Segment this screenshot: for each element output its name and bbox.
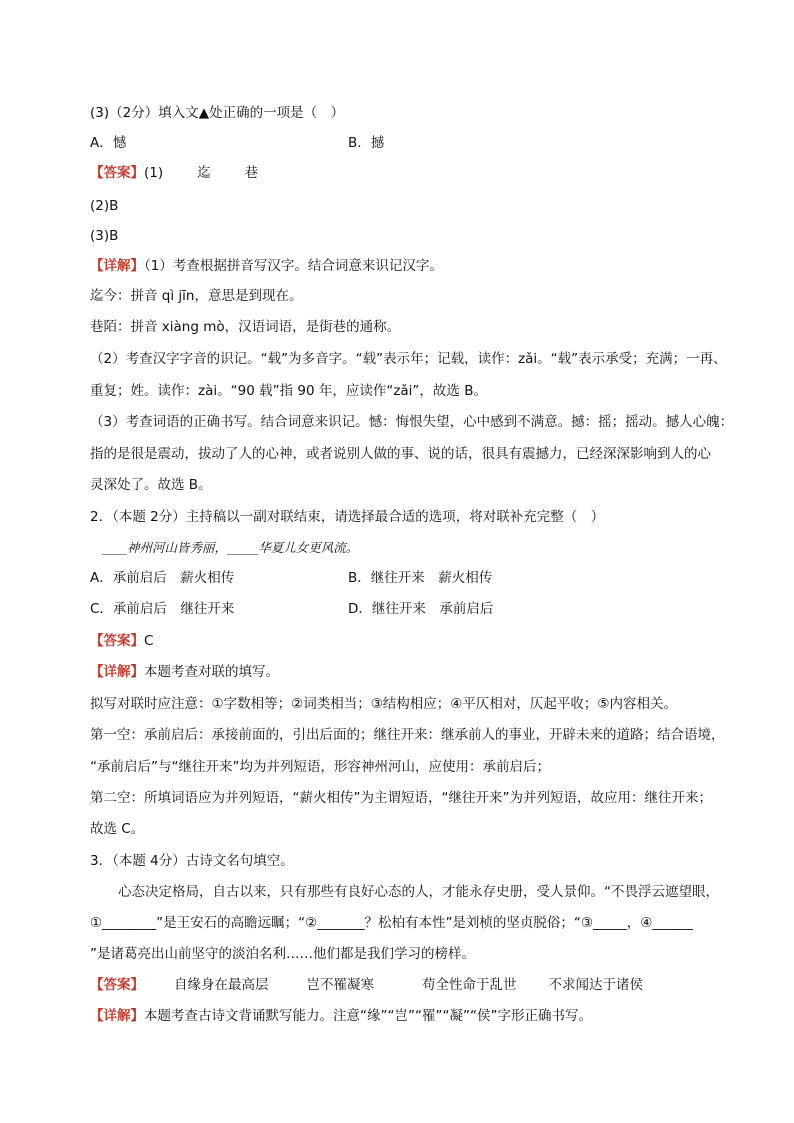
detail-label: 【详解】	[90, 664, 144, 680]
answer-3: 苟全性命于乱世	[422, 977, 517, 993]
q2-detail-line5: 第二空：所填词语应为并列短语，“薪火相传”为主谓短语，“继往开来”为并列短语，故应用：继往开来；	[90, 790, 712, 806]
q3-passage-line3: ”是诸葛亮出山前坚守的淡泊名利……他们都是我们学习的榜样。	[90, 946, 475, 962]
q3-passage-line2: ①________”是王安石的高瞻远瞩；“②_______？松柏有本性”是刘桢的坚贞脱俗；“③_____，④______	[90, 915, 693, 931]
q2-detail-line6: 故选 C。	[90, 821, 145, 837]
detail-label: 【详解】	[90, 1008, 144, 1024]
q3-answer	[90, 976, 643, 994]
q1-detail-line6: （3）考查词语的正确书写。结合词意来识记。憾：悔恨失望，心中感到不满意。撼：摇；摇动。撼人心魄：	[90, 414, 734, 430]
q3-detail-line1: 【详解】本题考查古诗文背诵默写能力。注意“缘”“岂”“罹”“凝”“侯”字形正确书写。	[90, 1008, 592, 1024]
answer-1: 自缘身在最高层	[174, 977, 269, 993]
answer-label: 【答案】	[90, 977, 144, 993]
q1-detail-line4: （2）考查汉字字音的识记。“载”为多音字。“载”表示年；记载，读作：zǎi。“载”表示承受；充满；一再、	[90, 351, 727, 367]
q1-option-b: B．撼	[348, 135, 385, 151]
answer-char-1: 迄	[197, 165, 211, 181]
q1-detail-line5: 重复；姓。读作：zài。“90 载”指 90 年，应读作“zǎi”，故选 B。	[90, 383, 487, 399]
q1-answer-line1	[90, 164, 258, 182]
q2-detail-line3: 第一空：承前启后：承接前面的，引出后面的；继往开来：继承前人的事业，开辟未来的道路；结合语境，	[90, 727, 725, 743]
answer-num: (1)	[144, 165, 164, 181]
answer-label: 【答案】	[90, 165, 144, 181]
q1-detail-line3: 巷陌：拼音 xiàng mò，汉语词语，是街巷的通称。	[90, 319, 401, 335]
answer-2: 岂不罹凝寒	[306, 977, 374, 993]
q1-option-a: A．憾	[90, 135, 127, 151]
q1-detail-line1: 【详解】（1）考查根据拼音写汉字。结合词意来识记汉字。	[90, 258, 443, 274]
q1-detail-line2: 迄今：拼音 qì jīn，意思是到现在。	[90, 288, 303, 304]
q1-detail-line7: 指的是很是震动，拔动了人的心神，或者说别人做的事、说的话，很具有震撼力，已经深深影响到人的心	[90, 446, 711, 462]
q3-passage-line1: 心态决定格局，自古以来，只有那些有良好心态的人，才能永存史册，受人景仰。“不畏浮云遮望眼，	[118, 884, 719, 900]
q1-sub3-stem: (3)（2分）填入文▲处正确的一项是（ ）	[90, 105, 345, 121]
q2-option-c: C．承前启后 继往开来	[90, 601, 235, 617]
detail-label: 【详解】	[90, 258, 144, 274]
q2-option-d: D．继往开来 承前启后	[348, 601, 494, 617]
q2-detail-line4: “承前启后”与“继往开来”均为并列短语，形容神州河山，应使用：承前启后；	[90, 759, 550, 775]
q1-answer-line3: (3)B	[90, 228, 119, 244]
q2-stem: 2．（本题 2分）主持稿以一副对联结束，请选择最合适的选项，将对联补充完整（ ）	[90, 509, 605, 525]
q2-option-b: B．继往开来 薪火相传	[348, 570, 493, 586]
q2-answer: 【答案】C	[90, 633, 154, 649]
q2-detail-line2: 拟写对联时应注意：①字数相等；②词类相当；③结构相应；④平仄相对，仄起平收；⑤内容相关。	[90, 696, 678, 712]
answer-char-2: 巷	[244, 165, 259, 181]
answer-4: 不求闻达于诸侯	[548, 977, 643, 993]
answer-label: 【答案】	[90, 633, 144, 649]
q2-option-a: A．承前启后 薪火相传	[90, 570, 235, 586]
q3-stem: 3．（本题 4分）古诗文名句填空。	[90, 853, 294, 869]
q2-couplet: ____神州河山皆秀丽，_____华夏儿女更风流。	[102, 540, 359, 555]
q1-detail-line8: 灵深处了。故选 B。	[90, 477, 212, 493]
q2-detail-line1: 【详解】本题考查对联的填写。	[90, 664, 279, 680]
q1-answer-line2: (2)B	[90, 198, 119, 214]
